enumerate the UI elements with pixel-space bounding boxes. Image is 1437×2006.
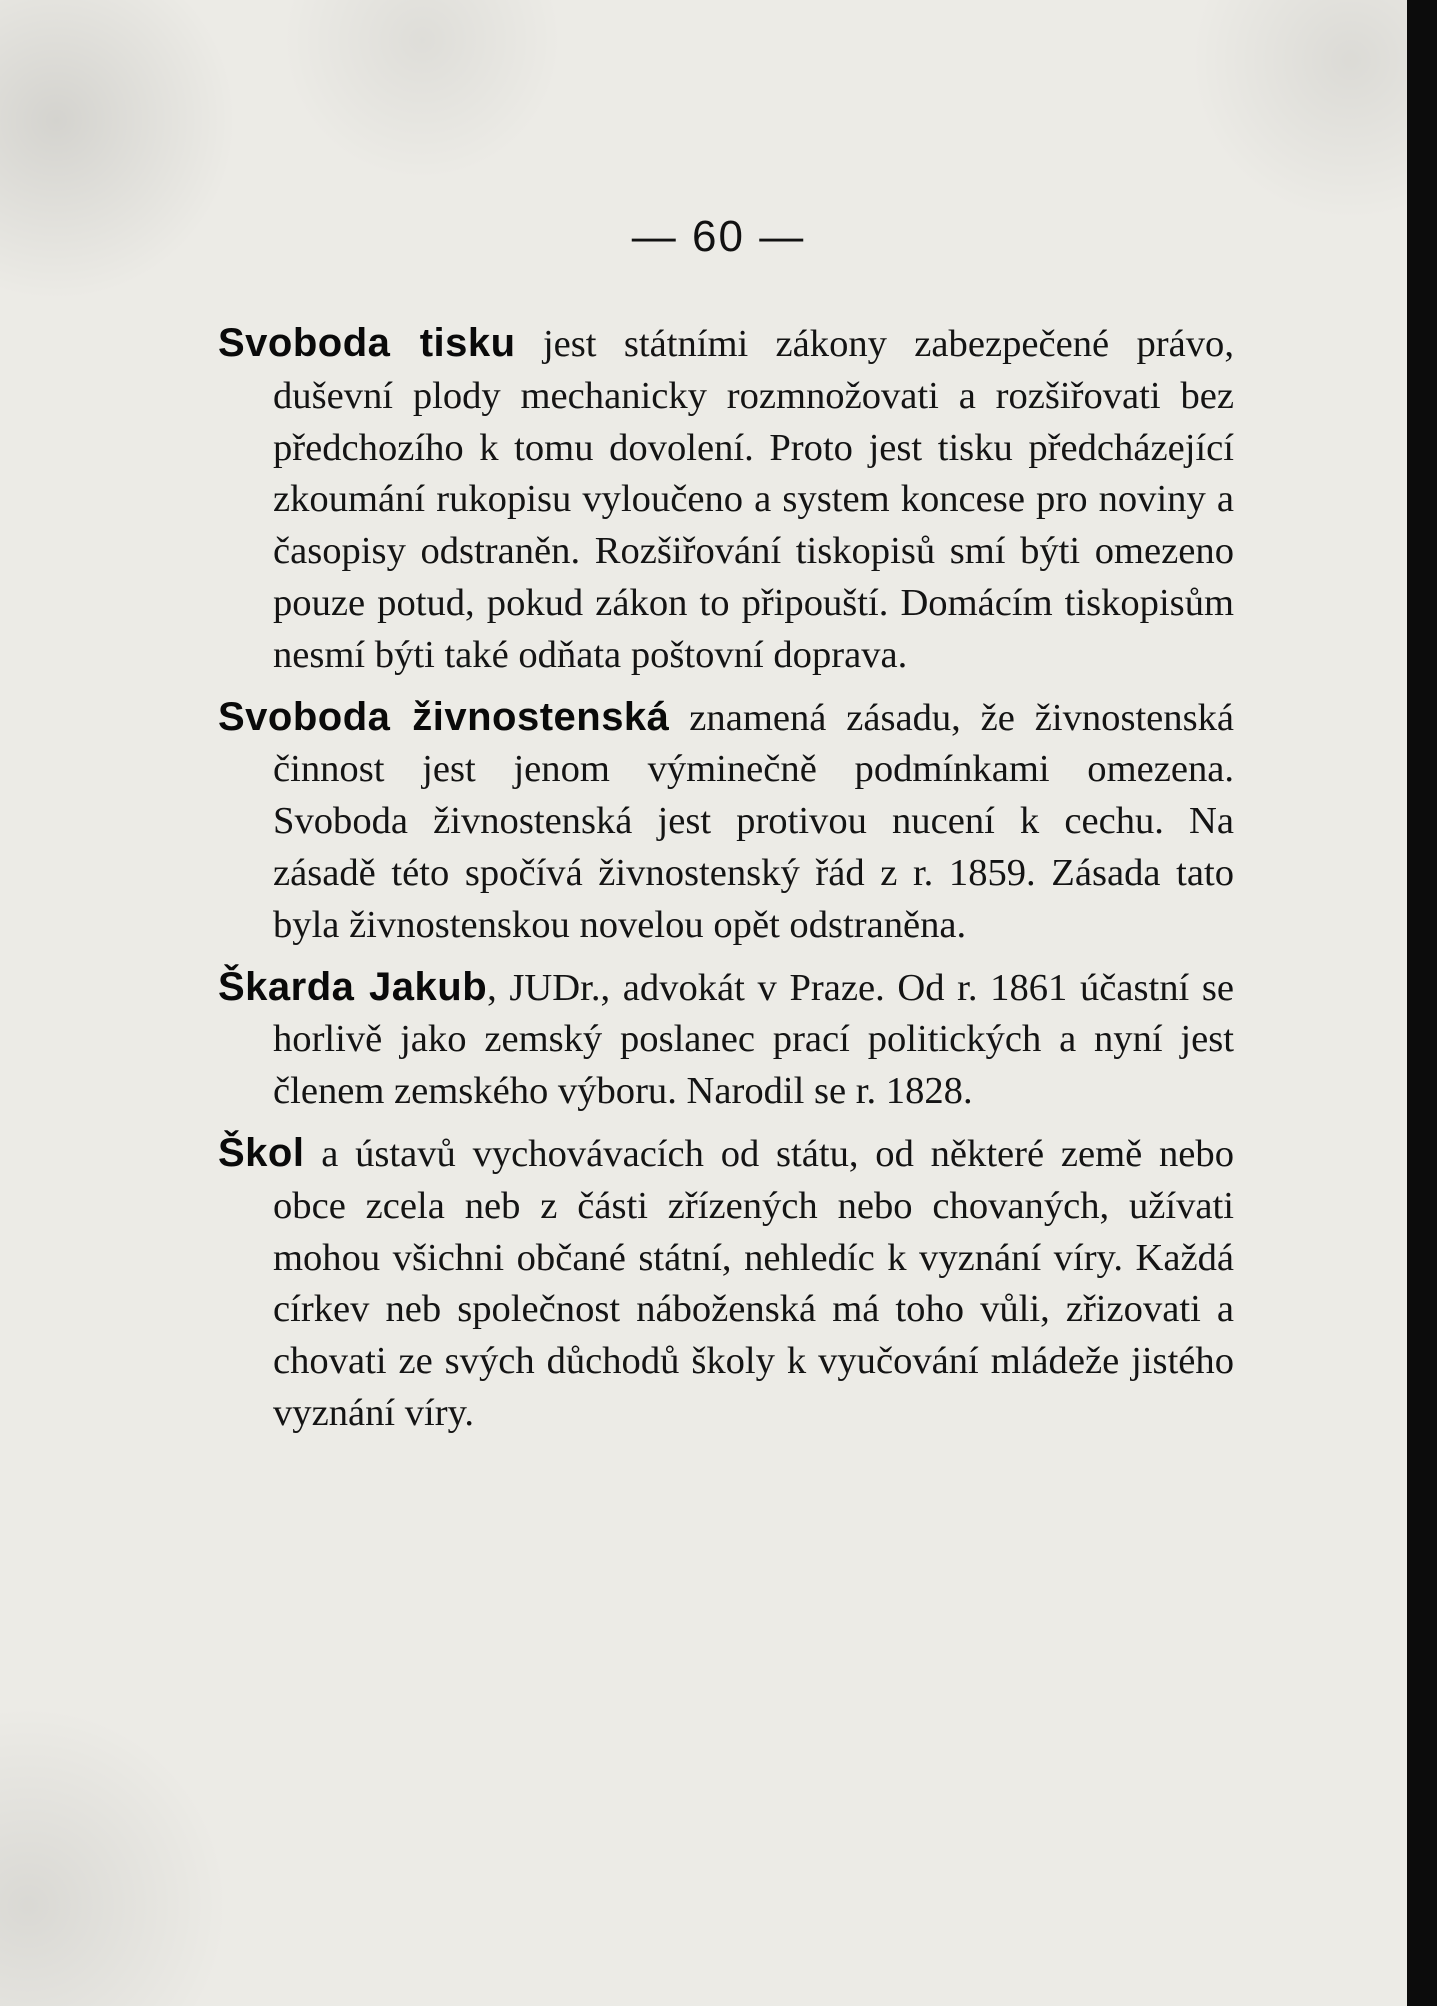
entry-skarda-jakub [218,962,1234,1118]
entry-svoboda-tisku [218,318,1234,682]
entry-text: znamená zásadu, že živnostenská činnost jest jenom výminečně podmínkami omezena. Svoboda živnostenská jest protivou nucení k cechu. Na zásadě této spočívá živnostenský řád z r. 1859. Zásada tato byla živnostenskou novelou opět odstraněna. [273,696,1235,946]
entry-skol [218,1128,1234,1440]
entry-headword: Škarda Jakub [218,964,488,1009]
dictionary-entries [218,318,1234,1450]
entry-headword: Svoboda tisku [218,321,516,365]
entry-text: jest státními zákony zabezpečené právo, duševní plody mechanicky rozmnožovati a rozšiřovati bez předchozího k tomu dovolení. Proto jest tisku předcházející zkoumání rukopisu vyloučeno a system koncese pro noviny a časopisy odstraněn. Rozšiřování tiskopisů smí býti omezeno pouze potud, pokud zákon to připouští. Domácím tiskopisům nesmí býti také odňata poštovní doprava. [273,323,1234,676]
entry-svoboda-zivnostenska [218,692,1234,952]
entry-text: , JUDr., advokát v Praze. Od r. 1861 účastní se horlivě jako zemský poslanec prací politických a nyní jest členem zemského výboru. Narodil se r. 1828. [273,966,1234,1113]
page-number: — 60 — [631,212,806,261]
entry-headword: Škol [218,1130,305,1175]
scan-edge [1407,0,1437,2006]
entry-headword: Svoboda živnostenská [218,694,670,739]
entry-text: a ústavů vychovávacích od státu, od některé země nebo obce zcela neb z části zřízených nebo chovaných, užívati mohou všichni občané státní, nehledíc k vyznání víry. Každá církev neb společnost náboženská má toho vůli, zřizovati a chovati ze svých důchodů školy k vyučování mládeže jistého vyznání víry. [273,1132,1234,1434]
